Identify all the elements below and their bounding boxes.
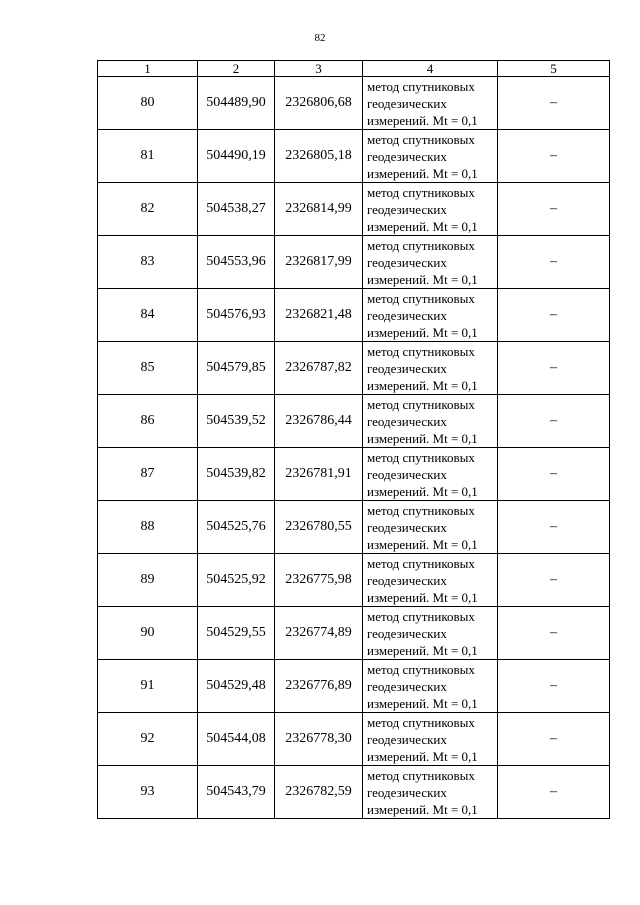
table-row bbox=[98, 501, 610, 554]
column-header-3: 3 bbox=[275, 61, 363, 77]
note-cell: – bbox=[498, 236, 610, 289]
method-line: измерений. Mt = 0,1 bbox=[367, 165, 478, 181]
x-coordinate-cell: 504576,93 bbox=[198, 289, 275, 342]
point-number-cell: 89 bbox=[98, 554, 198, 607]
y-coordinate-cell: 2326778,30 bbox=[275, 713, 363, 766]
x-coordinate-cell: 504543,79 bbox=[198, 766, 275, 819]
y-coordinate-cell: 2326787,82 bbox=[275, 342, 363, 395]
note-cell: – bbox=[498, 448, 610, 501]
x-coordinate-cell: 504525,76 bbox=[198, 501, 275, 554]
method-line: геодезических bbox=[367, 95, 447, 111]
y-coordinate-cell: 2326821,48 bbox=[275, 289, 363, 342]
method-line: измерений. Mt = 0,1 bbox=[367, 218, 478, 234]
column-header-4: 4 bbox=[363, 61, 498, 77]
y-coordinate-cell: 2326776,89 bbox=[275, 660, 363, 713]
method-cell bbox=[363, 77, 498, 130]
x-coordinate-cell: 504489,90 bbox=[198, 77, 275, 130]
x-coordinate-cell: 504490,19 bbox=[198, 130, 275, 183]
method-line: измерений. Mt = 0,1 bbox=[367, 377, 478, 393]
point-number-cell: 87 bbox=[98, 448, 198, 501]
method-line: метод спутниковых bbox=[367, 608, 475, 624]
method-cell bbox=[363, 766, 498, 819]
method-line: геодезических bbox=[367, 678, 447, 694]
method-line: метод спутниковых bbox=[367, 449, 475, 465]
method-line: геодезических bbox=[367, 572, 447, 588]
point-number-cell: 85 bbox=[98, 342, 198, 395]
table-row bbox=[98, 236, 610, 289]
method-line: метод спутниковых bbox=[367, 502, 475, 518]
method-line: геодезических bbox=[367, 148, 447, 164]
method-line: метод спутниковых bbox=[367, 290, 475, 306]
method-cell bbox=[363, 395, 498, 448]
method-line: измерений. Mt = 0,1 bbox=[367, 536, 478, 552]
method-line: измерений. Mt = 0,1 bbox=[367, 642, 478, 658]
note-cell: – bbox=[498, 501, 610, 554]
column-header-5: 5 bbox=[498, 61, 610, 77]
method-line: геодезических bbox=[367, 307, 447, 323]
x-coordinate-cell: 504539,52 bbox=[198, 395, 275, 448]
note-cell: – bbox=[498, 77, 610, 130]
method-line: геодезических bbox=[367, 466, 447, 482]
method-line: геодезических bbox=[367, 731, 447, 747]
method-cell bbox=[363, 554, 498, 607]
method-cell bbox=[363, 130, 498, 183]
table-row bbox=[98, 342, 610, 395]
note-cell: – bbox=[498, 607, 610, 660]
method-cell bbox=[363, 236, 498, 289]
point-number-cell: 84 bbox=[98, 289, 198, 342]
method-cell bbox=[363, 607, 498, 660]
point-number-cell: 86 bbox=[98, 395, 198, 448]
table-body bbox=[98, 77, 610, 819]
x-coordinate-cell: 504538,27 bbox=[198, 183, 275, 236]
note-cell: – bbox=[498, 342, 610, 395]
method-cell bbox=[363, 501, 498, 554]
method-line: метод спутниковых bbox=[367, 131, 475, 147]
method-cell bbox=[363, 289, 498, 342]
method-cell bbox=[363, 713, 498, 766]
method-line: геодезических bbox=[367, 519, 447, 535]
point-number-cell: 92 bbox=[98, 713, 198, 766]
y-coordinate-cell: 2326817,99 bbox=[275, 236, 363, 289]
method-line: измерений. Mt = 0,1 bbox=[367, 112, 478, 128]
point-number-cell: 91 bbox=[98, 660, 198, 713]
note-cell: – bbox=[498, 183, 610, 236]
page-number: 82 bbox=[314, 32, 326, 44]
y-coordinate-cell: 2326774,89 bbox=[275, 607, 363, 660]
method-line: метод спутниковых bbox=[367, 555, 475, 571]
method-line: измерений. Mt = 0,1 bbox=[367, 589, 478, 605]
note-cell: – bbox=[498, 660, 610, 713]
note-cell: – bbox=[498, 766, 610, 819]
method-line: метод спутниковых bbox=[367, 714, 475, 730]
column-header-1: 1 bbox=[98, 61, 198, 77]
method-line: геодезических bbox=[367, 254, 447, 270]
note-cell: – bbox=[498, 130, 610, 183]
method-line: измерений. Mt = 0,1 bbox=[367, 430, 478, 446]
table-row bbox=[98, 77, 610, 130]
y-coordinate-cell: 2326806,68 bbox=[275, 77, 363, 130]
table-row bbox=[98, 607, 610, 660]
table-header-row bbox=[98, 61, 610, 77]
method-line: метод спутниковых bbox=[367, 661, 475, 677]
table-row bbox=[98, 660, 610, 713]
note-cell: – bbox=[498, 395, 610, 448]
x-coordinate-cell: 504579,85 bbox=[198, 342, 275, 395]
method-line: геодезических bbox=[367, 784, 447, 800]
method-cell bbox=[363, 660, 498, 713]
table-row bbox=[98, 289, 610, 342]
method-line: геодезических bbox=[367, 360, 447, 376]
method-line: метод спутниковых bbox=[367, 78, 475, 94]
point-number-cell: 90 bbox=[98, 607, 198, 660]
method-cell bbox=[363, 183, 498, 236]
table-row bbox=[98, 554, 610, 607]
y-coordinate-cell: 2326782,59 bbox=[275, 766, 363, 819]
method-line: измерений. Mt = 0,1 bbox=[367, 483, 478, 499]
point-number-cell: 88 bbox=[98, 501, 198, 554]
note-cell: – bbox=[498, 289, 610, 342]
table-row bbox=[98, 130, 610, 183]
x-coordinate-cell: 504529,55 bbox=[198, 607, 275, 660]
method-line: геодезических bbox=[367, 201, 447, 217]
method-line: метод спутниковых bbox=[367, 396, 475, 412]
method-line: геодезических bbox=[367, 413, 447, 429]
x-coordinate-cell: 504553,96 bbox=[198, 236, 275, 289]
y-coordinate-cell: 2326814,99 bbox=[275, 183, 363, 236]
y-coordinate-cell: 2326781,91 bbox=[275, 448, 363, 501]
y-coordinate-cell: 2326805,18 bbox=[275, 130, 363, 183]
x-coordinate-cell: 504529,48 bbox=[198, 660, 275, 713]
y-coordinate-cell: 2326775,98 bbox=[275, 554, 363, 607]
y-coordinate-cell: 2326786,44 bbox=[275, 395, 363, 448]
point-number-cell: 80 bbox=[98, 77, 198, 130]
method-line: метод спутниковых bbox=[367, 343, 475, 359]
x-coordinate-cell: 504544,08 bbox=[198, 713, 275, 766]
table-row bbox=[98, 448, 610, 501]
table-row bbox=[98, 766, 610, 819]
coordinates-table bbox=[97, 60, 610, 819]
point-number-cell: 83 bbox=[98, 236, 198, 289]
method-cell bbox=[363, 342, 498, 395]
method-cell bbox=[363, 448, 498, 501]
method-line: измерений. Mt = 0,1 bbox=[367, 271, 478, 287]
note-cell: – bbox=[498, 713, 610, 766]
y-coordinate-cell: 2326780,55 bbox=[275, 501, 363, 554]
table-row bbox=[98, 395, 610, 448]
method-line: метод спутниковых bbox=[367, 237, 475, 253]
method-line: измерений. Mt = 0,1 bbox=[367, 801, 478, 817]
method-line: геодезических bbox=[367, 625, 447, 641]
point-number-cell: 81 bbox=[98, 130, 198, 183]
x-coordinate-cell: 504525,92 bbox=[198, 554, 275, 607]
method-line: измерений. Mt = 0,1 bbox=[367, 324, 478, 340]
table-row bbox=[98, 713, 610, 766]
method-line: измерений. Mt = 0,1 bbox=[367, 748, 478, 764]
point-number-cell: 93 bbox=[98, 766, 198, 819]
method-line: метод спутниковых bbox=[367, 184, 475, 200]
note-cell: – bbox=[498, 554, 610, 607]
column-header-2: 2 bbox=[198, 61, 275, 77]
point-number-cell: 82 bbox=[98, 183, 198, 236]
x-coordinate-cell: 504539,82 bbox=[198, 448, 275, 501]
method-line: метод спутниковых bbox=[367, 767, 475, 783]
method-line: измерений. Mt = 0,1 bbox=[367, 695, 478, 711]
table-row bbox=[98, 183, 610, 236]
